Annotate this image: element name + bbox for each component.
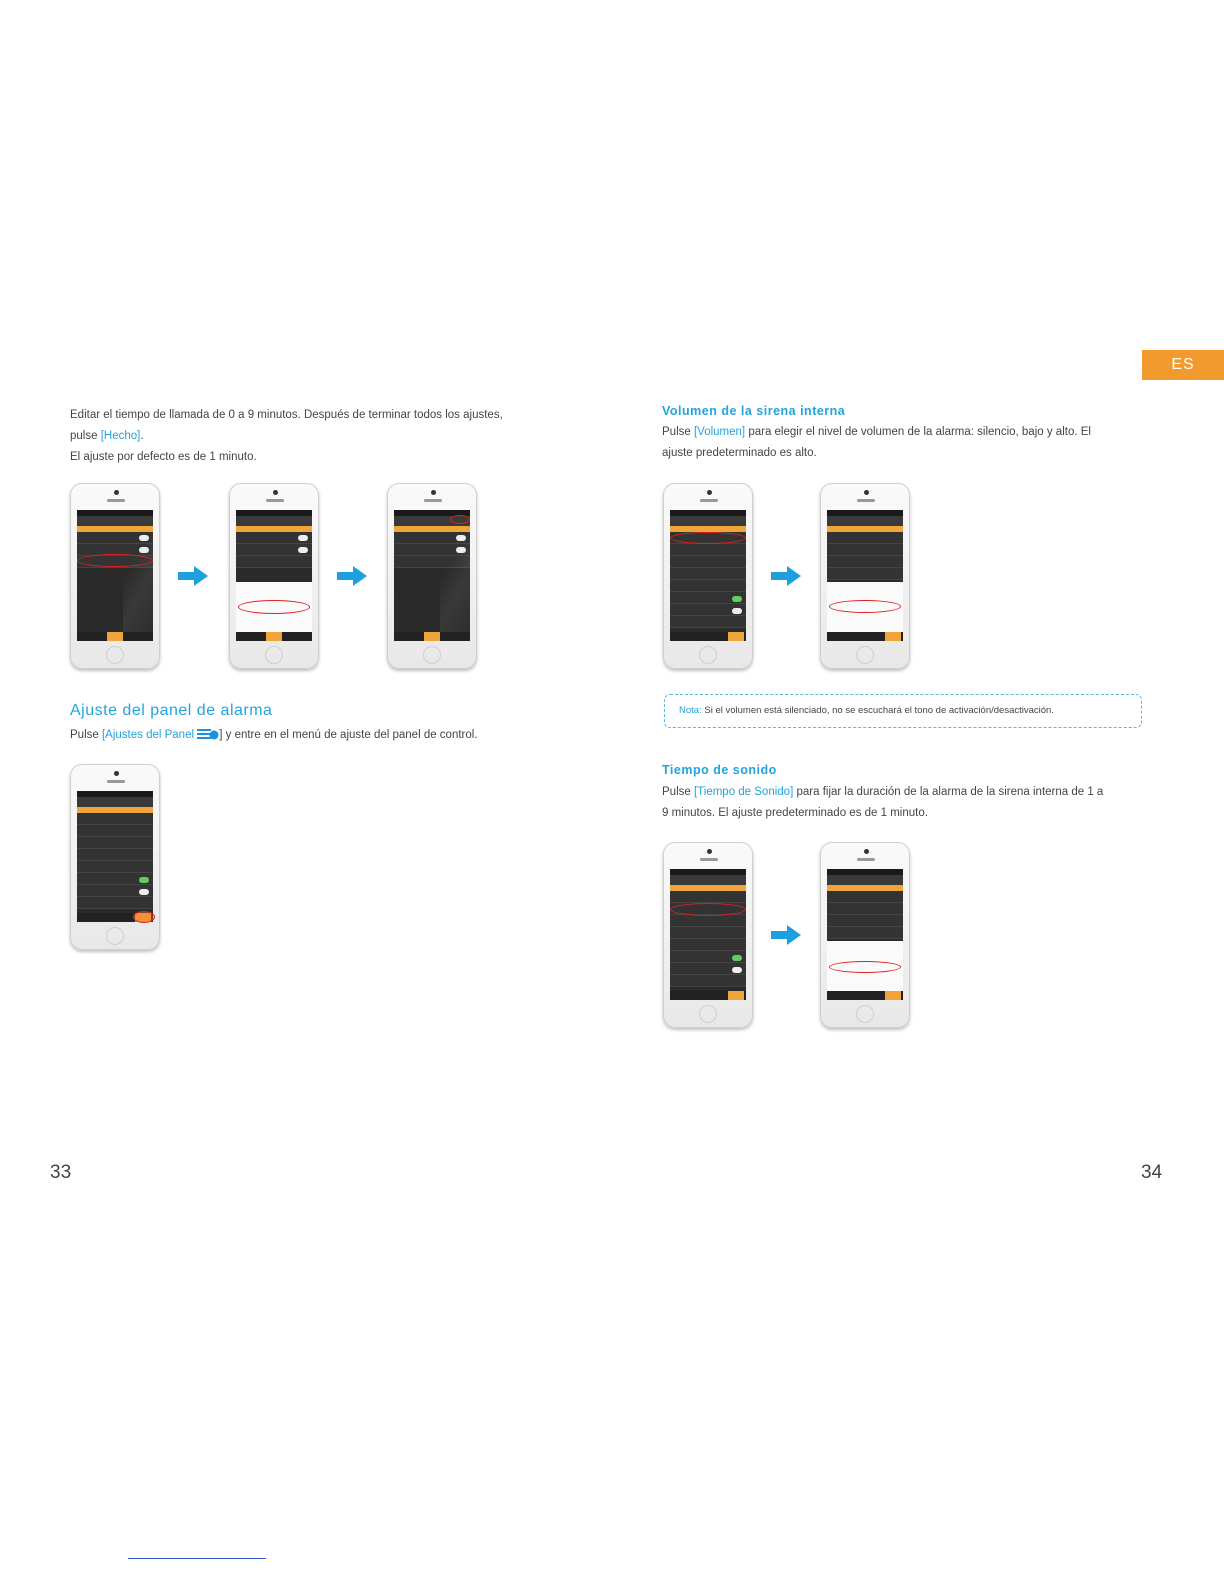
phone-screenshot-volume-1 bbox=[663, 483, 753, 669]
page-number-left: 33 bbox=[50, 1162, 72, 1183]
sound-time-paragraph: Pulse [Tiempo de Sonido] para fijar la duración de la alarma de la sirena interna de 1 a 9 minutos. El ajuste predeterminado es de 1 minuto. bbox=[662, 786, 1104, 819]
phone-screenshot-call-time-2 bbox=[229, 483, 319, 669]
arrow-right-icon bbox=[771, 925, 801, 945]
phone-screenshot-call-time-3 bbox=[387, 483, 477, 669]
highlight-oval bbox=[450, 515, 470, 524]
done-link[interactable]: [Hecho] bbox=[100, 430, 141, 442]
section-title-sound-time: Tiempo de sonido bbox=[662, 763, 777, 777]
phone-screenshot-sound-time-2 bbox=[820, 842, 910, 1028]
phone-screenshot-call-time-1 bbox=[70, 483, 160, 669]
phone-screenshot-volume-2 bbox=[820, 483, 910, 669]
highlight-oval bbox=[77, 554, 153, 567]
note-text: Si el volumen está silenciado, no se escuchará el tono de activación/desactivación. bbox=[704, 705, 1054, 716]
footer-rule bbox=[128, 1558, 266, 1559]
panel-settings-link[interactable]: [Ajustes del Panel bbox=[101, 729, 195, 741]
highlight-oval bbox=[238, 600, 310, 614]
note-label: Nota: bbox=[679, 705, 702, 716]
intro-paragraph: Editar el tiempo de llamada de 0 a 9 minutos. Después de terminar todos los ajustes, pulse [Hecho]. El ajuste por defecto es de 1 minuto. bbox=[70, 409, 503, 463]
panel-settings-icon bbox=[197, 728, 219, 740]
alarm-panel-paragraph: Pulse [Ajustes del Panel ] y entre en el menú de ajuste del panel de control. bbox=[70, 729, 478, 741]
highlight-oval bbox=[133, 911, 155, 923]
phone-screenshot-panel-settings bbox=[70, 764, 160, 950]
section-title-alarm-panel: Ajuste del panel de alarma bbox=[70, 702, 273, 719]
arrow-right-icon bbox=[771, 566, 801, 586]
volume-paragraph: Pulse [Volumen] para elegir el nivel de volumen de la alarma: silencio, bajo y alto. El ajuste predeterminado es alto. bbox=[662, 426, 1091, 459]
arrow-right-icon bbox=[337, 566, 367, 586]
phone-screenshot-sound-time-1 bbox=[663, 842, 753, 1028]
intro-line-3: El ajuste por defecto es de 1 minuto. bbox=[70, 451, 257, 463]
note-box bbox=[664, 694, 1142, 728]
highlight-oval bbox=[670, 903, 746, 916]
highlight-oval bbox=[829, 600, 901, 613]
intro-line-1: Editar el tiempo de llamada de 0 a 9 minutos. Después de terminar todos los ajustes, bbox=[70, 409, 503, 421]
page-number-right: 34 bbox=[1141, 1162, 1163, 1183]
volume-link[interactable]: [Volumen] bbox=[693, 426, 746, 438]
sound-time-link[interactable]: [Tiempo de Sonido] bbox=[693, 786, 794, 798]
arrow-right-icon bbox=[178, 566, 208, 586]
highlight-oval bbox=[670, 532, 746, 544]
language-badge: ES bbox=[1142, 350, 1224, 380]
section-title-volume: Volumen de la sirena interna bbox=[662, 404, 846, 418]
highlight-oval bbox=[829, 961, 901, 973]
